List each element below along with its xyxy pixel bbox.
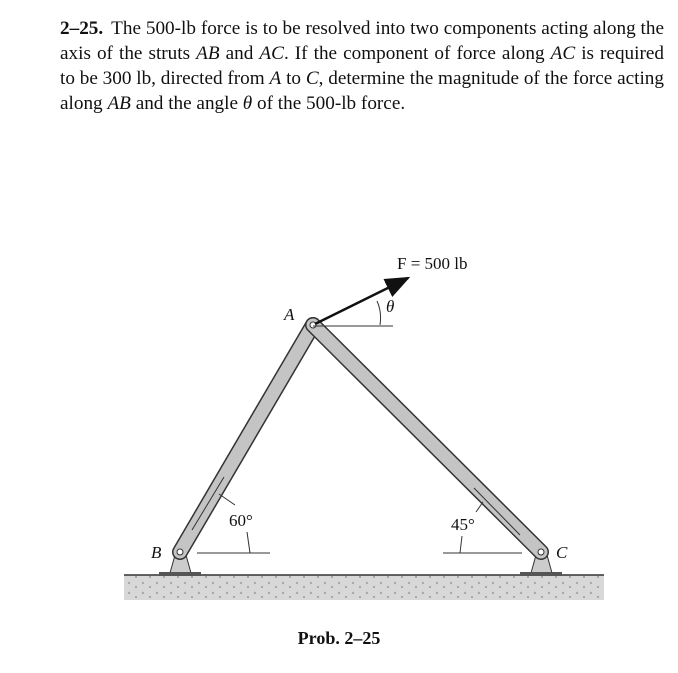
label-C: C <box>556 543 568 562</box>
angle-C-label: 45° <box>451 515 475 534</box>
ground <box>124 575 604 600</box>
label-B: B <box>151 543 162 562</box>
label-A: A <box>284 305 295 324</box>
problem-statement: 2–25. The 500-lb force is to be resolved into two components acting along the axis of the struts AB and AC. If the component of force along AC is required to be 300 lb, directed from A to C, determine the magnitude of the force acting along AB and the angle θ of the 500-lb force. <box>60 18 664 114</box>
force-label: F = 500 lb <box>397 254 468 273</box>
problem-number: 2–25. <box>60 18 104 39</box>
pin-C <box>538 549 544 555</box>
svg-text:F = 500 lb <box>397 254 468 273</box>
angle-B-label: 60° <box>229 511 253 530</box>
pin-B <box>177 549 183 555</box>
figure-caption: Prob. 2–25 <box>297 628 381 648</box>
theta-label: θ <box>386 297 395 316</box>
